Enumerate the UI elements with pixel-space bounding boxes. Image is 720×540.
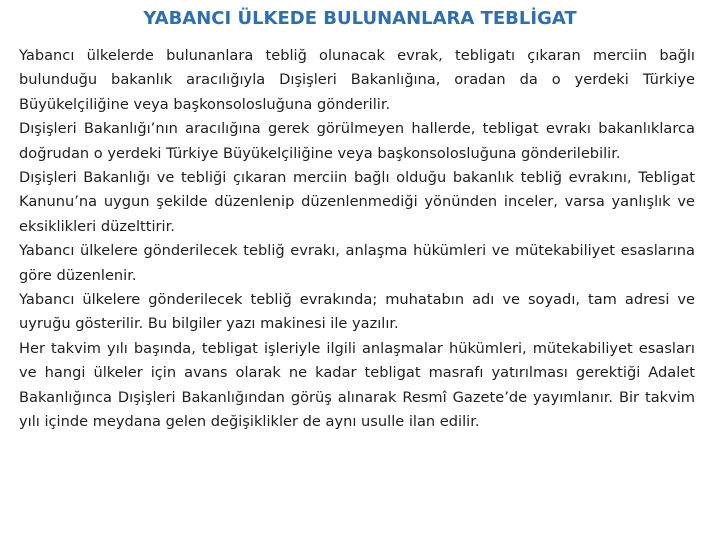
slide-body	[19, 44, 695, 435]
paragraph-4: Yabancı ülkelere gönderilecek tebliğ evrakı, anlaşma hükümleri ve mütekabiliyet esaslarına göre düzenlenir.	[19, 242, 695, 284]
paragraph-3: Dışişleri Bakanlığı ve tebliği çıkaran merciin bağlı olduğu bakanlık tebliğ evrakını, Tebligat Kanunu’na uygun şekilde düzenlenip düzenlenmediği yönünden inceler, varsa yanlışlık ve eksiklikleri düzelttirir.	[19, 169, 695, 235]
paragraph-2: Dışişleri Bakanlığı’nın aracılığına gerek görülmeyen hallerde, tebligat evrakı bakanlıklarca doğrudan o yerdeki Türkiye Büyükelçiliğine veya başkonsolosluğuna gönderilebilir.	[19, 120, 695, 162]
paragraph-5: Yabancı ülkelere gönderilecek tebliğ evrakında; muhatabın adı ve soyadı, tam adresi ve uyruğu gösterilir. Bu bilgiler yazı makinesi ile yazılır.	[19, 291, 695, 333]
slide-title: YABANCI ÜLKEDE BULUNANLARA TEBLİGAT	[143, 8, 577, 29]
paragraph-6: Her takvim yılı başında, tebligat işleriyle ilgili anlaşmalar hükümleri, mütekabiliyet esasları ve hangi ülkeler için avans olarak ne kadar tebligat masrafı yatırılması gerektiği Adalet Bakanlığınca Dışişleri Bakanlığından görüş alınarak Resmî Gazete’de yayımlanır. Bir takvim yılı içinde meydana gelen değişiklikler de aynı usulle ilan edilir.	[19, 339, 695, 431]
paragraph-1: Yabancı ülkelerde bulunanlara tebliğ olunacak evrak, tebligatı çıkaran merciin bağlı bulunduğu bakanlık aracılığıyla Dışişleri Bakanlığına, oradan da o yerdeki Türkiye Büyükelçiliğine veya başkonsolosluğuna gönderilir.	[19, 47, 695, 113]
